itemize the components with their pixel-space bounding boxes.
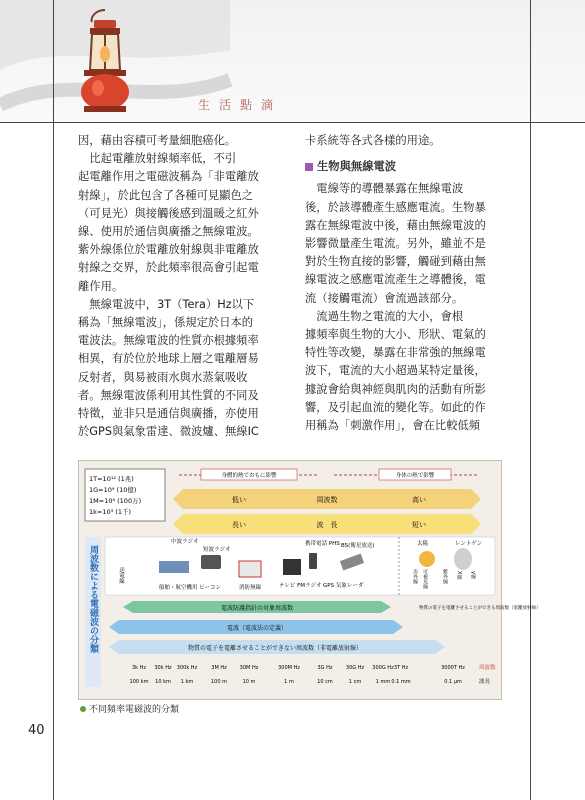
wave-long: 長い — [232, 521, 246, 529]
freq-low: 低い — [232, 496, 246, 504]
freq-mid: 周波数 — [316, 496, 338, 504]
text-line: 露在無線電波中後，藉由無線電波的 — [305, 218, 486, 232]
text-line: 波下，電流的大小超過某特定量後， — [305, 364, 486, 378]
arrow3-label: 物質の電子を電離させることができない周波数（非電離放射線） — [187, 645, 363, 652]
tv-icon — [283, 559, 301, 575]
freq-tick: 300k Hz — [176, 665, 198, 671]
ambulance-icon — [239, 561, 261, 577]
freq-tick: 30k Hz — [154, 665, 172, 671]
device-label: テレビ FMラジオ — [279, 583, 322, 589]
wave-tick: 0.1 μm — [444, 679, 462, 685]
left-column — [78, 132, 278, 441]
wave-short: 短い — [412, 521, 426, 529]
right-column — [305, 132, 510, 435]
text-line: 對於生物直接的影響，觸碰到藉由無 — [305, 255, 486, 269]
device-label: X線 — [456, 571, 462, 580]
freq-row-label: 周波数 — [479, 665, 496, 671]
lantern-icon — [70, 8, 140, 118]
subhead-label: 生物與無線電波 — [317, 160, 397, 174]
margin-line-left — [53, 0, 54, 800]
freq-tick: 300M Hz — [278, 665, 300, 671]
text-line: 於GPS與氣象雷達、微波爐、無線IC — [78, 425, 259, 439]
freq-tick: 30G Hz — [345, 665, 365, 671]
text-line: 者。無線電波係利用其性質的不同及 — [78, 388, 259, 402]
phone-icon — [309, 553, 317, 569]
device-label: 赤外線 — [412, 569, 418, 584]
vertical-title: 周波数による電磁波の分類 — [88, 545, 98, 653]
freq-tick: 3M Hz — [211, 665, 227, 671]
text-line: 流過生物之電流的大小，會根 — [305, 309, 464, 323]
wave-tick: 1 km — [180, 679, 194, 685]
spectrum-diagram — [79, 461, 541, 699]
device-label: GPS 気象レーダ — [323, 583, 364, 589]
text-line: 後，於該導體產生感應電流。生物暴 — [305, 200, 486, 214]
top-arrow-right-label: 身体の熱で影響 — [395, 473, 435, 479]
device-label: 短波ラジオ — [203, 547, 231, 553]
caption-text: 不同頻率電磁波的分類 — [89, 705, 180, 715]
caption-bullet-icon — [80, 706, 86, 712]
device-label: 可視光線 — [422, 569, 428, 589]
xray-icon — [454, 548, 472, 570]
arrow2-label: 電波（電波法の定義） — [226, 625, 288, 632]
wave-tick: 0.1 mm — [391, 679, 411, 685]
text-line: 用稱為「刺激作用」，會在比較低頻 — [305, 419, 481, 433]
wave-tick: 1 m — [284, 679, 294, 685]
freq-tick: 3000T Hz — [441, 665, 465, 671]
text-line: 響，及引起血流的變化等。如此的作 — [305, 400, 486, 414]
freq-tick: 300G Hz — [372, 665, 394, 671]
subhead-square-icon — [305, 163, 313, 171]
radio-icon — [201, 555, 221, 569]
text-line: 線電波之感應電流產生之導體後，電 — [305, 273, 486, 287]
text-line: 影響微量產生電流。另外，雖並不是 — [305, 237, 486, 251]
text-line: 起電離作用之電磁波稱為「非電離放 — [78, 170, 259, 184]
text-line: 卡系統等各式各樣的用途。 — [305, 134, 441, 147]
margin-line-right — [530, 0, 531, 800]
text-line: （可見光）與接觸後感到溫暖之紅外 — [78, 206, 259, 220]
text-line: 據說會給與神經與肌肉的活動有所影 — [305, 382, 486, 396]
text-line: 線、使用於通信與廣播之無線電波。 — [78, 225, 259, 239]
units-line: 1G=10⁹ (10億) — [89, 486, 137, 494]
device-label: 消防無線 — [239, 585, 262, 591]
device-label: 中波ラジオ — [171, 539, 199, 545]
text-line: 電線等的導體暴露在無線電波 — [305, 182, 464, 196]
text-line: 據頻率與生物的大小、形狀、電氣的 — [305, 328, 486, 342]
text-line: 流（接觸電流）會流過該部分。 — [305, 291, 464, 305]
sun-icon — [419, 551, 435, 567]
units-line: 1k=10³ (1千) — [89, 508, 131, 516]
text-line: 離作用。 — [78, 279, 124, 293]
wave-tick: 10 km — [155, 679, 171, 685]
header-rule — [0, 122, 585, 123]
wave-tick: 100 km — [129, 679, 149, 685]
device-label: BS(衛星放送) — [341, 543, 375, 549]
text-line: 反射者，與易被雨水與水蒸氣吸收 — [78, 370, 248, 384]
text-line: 紫外線係位於電離放射線與非電離放 — [78, 243, 259, 257]
text-line: 射線之交界，於此頻率很高會引起電 — [78, 261, 259, 275]
wave-mid: 波 長 — [316, 521, 338, 529]
freq-tick-row — [132, 665, 465, 671]
text-line: 因，藉由容積可考量細胞癌化。 — [78, 134, 237, 147]
units-line: 1T=10¹² (1兆) — [89, 475, 134, 483]
device-label: 船舶・航空機用 ビーコン — [159, 585, 222, 591]
text-line: 射線」，於此包含了各種可見顯色之 — [78, 188, 254, 202]
section-title: 生活點滴 — [198, 98, 283, 112]
wave-tick: 1 mm — [375, 679, 391, 685]
arrow1-label: 電波防護指針の対象周波数 — [220, 605, 294, 612]
wave-tick: 10 m — [242, 679, 256, 685]
device-label: γ線 — [470, 571, 476, 579]
freq-high: 高い — [412, 496, 426, 504]
figure-caption — [80, 702, 179, 715]
device-label: 送電線 — [118, 567, 124, 584]
wave-tick: 100 m — [210, 679, 228, 685]
freq-tick: 3G Hz — [317, 665, 333, 671]
spectrum-figure — [78, 460, 541, 700]
top-arrow-left-label: 身體的熱でおもに影響 — [221, 473, 277, 479]
wave-row-label: 波長 — [479, 679, 491, 685]
wave-tick: 10 cm — [317, 679, 333, 685]
page-header — [0, 0, 585, 122]
subhead — [305, 158, 510, 176]
device-label: 太陽 — [417, 541, 429, 547]
text-line: 稱為「無線電波」，係規定於日本的 — [78, 316, 254, 330]
text-line: 相異，有於位於地球上層之電離層易 — [78, 352, 259, 366]
text-line: 比起電離放射線頻率低，不引 — [78, 152, 237, 166]
ship-icon — [159, 561, 189, 573]
freq-tick: 30M Hz — [239, 665, 259, 671]
wave-tick: 1 cm — [348, 679, 362, 685]
device-label: 携帯電話 PHS — [305, 541, 340, 547]
text-line: 電波法。無線電波的性質亦根據頻率 — [78, 334, 259, 348]
page-number: 40 — [28, 723, 45, 738]
device-label: 紫外線 — [442, 569, 448, 584]
text-line: 無線電波中，3T（Tera）Hz以下 — [78, 297, 255, 311]
freq-tick: 3T Hz — [393, 665, 409, 671]
device-label: レントゲン — [455, 541, 483, 547]
arrow-right-label: 物質の電子を電離させることができる周波数（電離放射線） — [419, 606, 541, 611]
freq-tick: 3k Hz — [131, 665, 147, 671]
units-line: 1M=10⁶ (100万) — [89, 497, 142, 505]
text-line: 特性等改變，暴露在非常強的無線電 — [305, 346, 486, 360]
wave-tick-row — [130, 679, 462, 685]
text-line: 特徵，並非只是通信與廣播，亦使用 — [78, 407, 259, 421]
